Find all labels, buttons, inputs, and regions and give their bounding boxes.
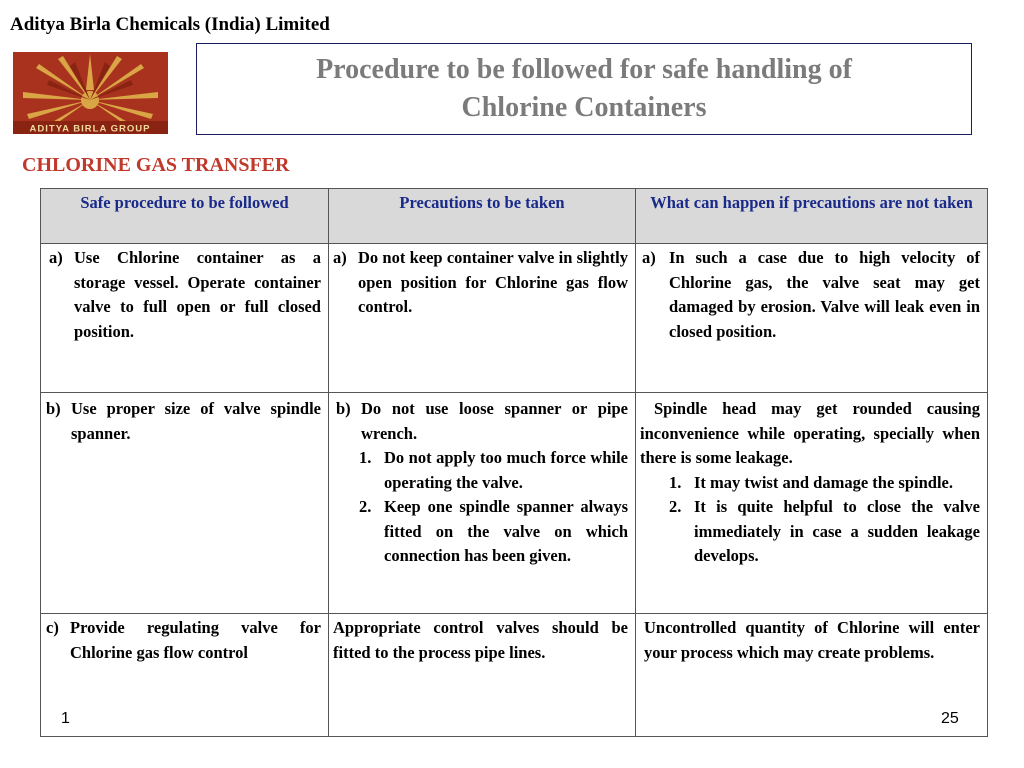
table-cell xyxy=(636,614,988,737)
item-text: In such a case due to high velocity of Chlorine gas, the valve seat may get damaged by erosion. Valve will leak even in closed position. xyxy=(669,248,980,341)
item-marker: c) xyxy=(46,618,59,637)
table-row xyxy=(41,614,988,737)
sub-list-item xyxy=(359,495,628,569)
list-item xyxy=(642,246,980,344)
list-item xyxy=(336,397,628,446)
item-text: Provide regulating valve for Chlorine gas flow control xyxy=(70,618,321,662)
sub-item-text: Keep one spindle spanner always fitted on the valve on which connection has been given. xyxy=(384,497,628,565)
list-item xyxy=(46,397,321,446)
sub-list-item xyxy=(669,471,980,496)
item-text: Use Chlorine container as a storage vessel. Operate container valve to full open or full closed position. xyxy=(74,248,321,341)
table-cell xyxy=(636,244,988,393)
item-marker: a) xyxy=(642,248,656,267)
item-text: Do not use loose spanner or pipe wrench. xyxy=(361,399,628,443)
header-consequences: What can happen if precautions are not taken xyxy=(636,189,988,244)
aditya-birla-logo xyxy=(13,52,168,134)
table-header-row xyxy=(41,189,988,244)
list-item xyxy=(46,616,321,665)
table-cell xyxy=(636,393,988,614)
item-text: Use proper size of valve spindle spanner. xyxy=(71,399,321,443)
item-marker: b) xyxy=(336,399,351,418)
sub-item-text: Do not apply too much force while operating the valve. xyxy=(384,448,628,492)
footer-left-number: 1 xyxy=(61,710,70,727)
sub-item-text: It may twist and damage the spindle. xyxy=(694,472,953,492)
page-title: Procedure to be followed for safe handling of Chlorine Containers xyxy=(316,54,852,123)
list-item xyxy=(333,246,628,320)
item-text: Do not keep container valve in slightly open position for Chlorine gas flow control. xyxy=(358,248,628,316)
item-marker: a) xyxy=(49,248,63,267)
precaution-text: Appropriate control valves should be fitted to the process pipe lines. xyxy=(333,618,628,662)
header-precautions: Precautions to be taken xyxy=(329,189,636,244)
company-name: Aditya Birla Chemicals (India) Limited xyxy=(10,14,330,35)
header-safe-procedure: Safe procedure to be followed xyxy=(41,189,329,244)
table-cell xyxy=(329,244,636,393)
consequence-text: Spindle head may get rounded causing inconvenience while operating, specially when there is some leakage. xyxy=(640,399,980,467)
sub-list-item xyxy=(669,495,980,569)
table-row xyxy=(41,244,988,393)
item-marker: a) xyxy=(333,248,347,267)
sub-item-number: 2. xyxy=(359,497,372,516)
sub-item-number: 1. xyxy=(669,472,682,492)
table-cell xyxy=(329,393,636,614)
sub-item-number: 1. xyxy=(359,448,372,467)
sub-item-text: It is quite helpful to close the valve immediately in case a sudden leakage develops. xyxy=(694,497,980,565)
table-cell xyxy=(41,614,329,737)
table-cell xyxy=(329,614,636,737)
page-number: 25 xyxy=(941,710,959,727)
table-cell xyxy=(41,393,329,614)
procedure-table xyxy=(40,188,988,737)
consequence-text: Uncontrolled quantity of Chlorine will enter your process which may create problems. xyxy=(644,618,980,662)
svg-text:ADITYA BIRLA GROUP: ADITYA BIRLA GROUP xyxy=(29,123,151,134)
table-row xyxy=(41,393,988,614)
table-cell xyxy=(41,244,329,393)
section-title: CHLORINE GAS TRANSFER xyxy=(22,154,290,176)
title-box xyxy=(196,43,972,135)
item-marker: b) xyxy=(46,399,61,418)
sub-list-item xyxy=(359,446,628,495)
list-item xyxy=(49,246,321,344)
sub-item-number: 2. xyxy=(669,497,682,516)
